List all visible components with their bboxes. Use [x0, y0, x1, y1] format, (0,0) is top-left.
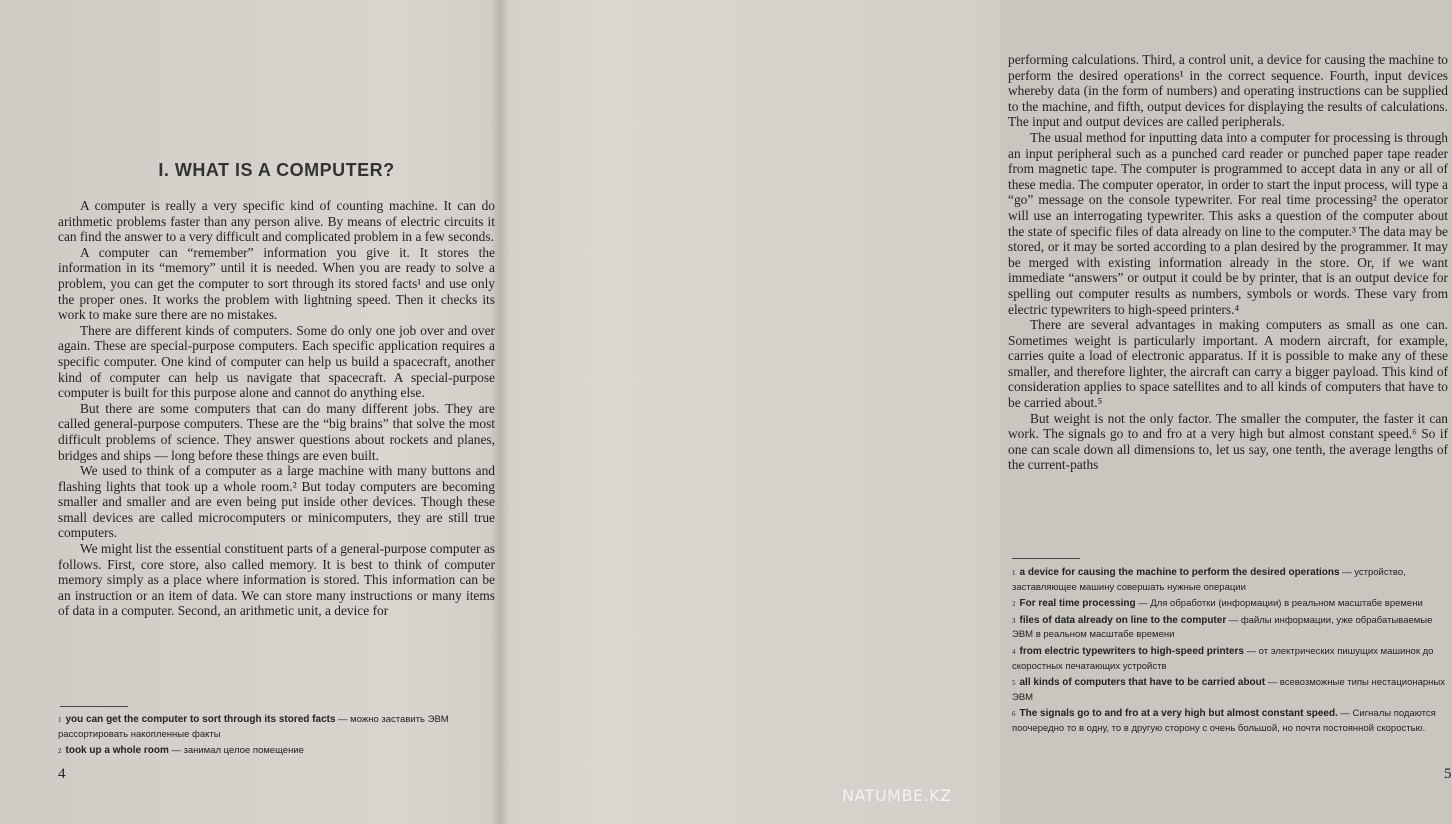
watermark: NATUMBE.KZ	[842, 786, 952, 805]
footnote-divider	[60, 706, 128, 707]
footnote	[58, 713, 498, 742]
footnote	[1012, 614, 1452, 643]
page-number: 5	[1444, 766, 1452, 782]
footnote-number: 1	[58, 716, 62, 724]
chapter-title: I. WHAT IS A COMPUTER?	[158, 160, 395, 180]
paragraph: But there are some computers that can do many different jobs. They are called general-purpose computers. These are the “big brains” that solve the most difficult problems of science. They answer questions about rockets and planes, bridges and ships — long before these things are even built.	[58, 400, 495, 463]
footnote-number: 2	[1012, 600, 1016, 609]
paragraph: A computer can “remember” information you give it. It stores the information in its “memory” until it is needed. When you are ready to solve a problem, you can get the computer to sort through its stored facts¹ and use only the proper ones. It works the problem with lightning speed. Then it checks its work to make sure there are no mistakes.	[58, 244, 495, 323]
footnote-phrase: files of data already on line to the computer	[1019, 614, 1227, 626]
footnote	[1012, 597, 1452, 612]
right-body-text	[1008, 52, 1448, 473]
right-footnotes	[1012, 566, 1452, 739]
right-page	[500, 0, 1452, 824]
footnote-divider	[1012, 558, 1080, 559]
footnote-phrase: from electric typewriters to high-speed printers	[1019, 645, 1244, 657]
page-number: 4	[58, 766, 66, 782]
footnote-phrase: The signals go to and fro at a very high but almost constant speed.	[1019, 708, 1338, 720]
footnote-phrase: all kinds of computers that have to be carried about	[1019, 677, 1266, 689]
left-footnotes	[58, 713, 498, 761]
footnote	[1012, 676, 1452, 705]
footnote-number: 5	[1012, 679, 1016, 688]
footnote-number: 2	[58, 747, 62, 756]
footnote-number: 4	[1012, 647, 1016, 656]
footnote-translation: — устройство, заставляющее машину совершать нужные операции	[1012, 567, 1406, 593]
paragraph: The usual method for inputting data into a computer for processing is through an input peripheral such as a punched card reader or punched paper tape reader from magnetic tape. The computer is programmed to accept data in any or all of these media. The computer operator, in order to start the input process, will type a “go” message on the console typewriter. For real time processing² the operator will use an interrogating typewriter. This asks a question of the computer about the state of specific files of data already on line to the computer.³ The data may be stored, or it may be sorted according to a plan desired by the programmer. It may be merged with existing information already in the store. Or, if we want immediate “answers” or output it could be by printer, that is an output device for spelling out computer results as numbers, symbols or words. These vary from electric typewriters to high-speed printers.⁴	[1008, 129, 1448, 317]
footnote	[1012, 645, 1452, 674]
footnote	[1012, 707, 1452, 736]
footnote-translation: — занимал целое помещение	[171, 745, 304, 757]
paragraph: We might list the essential constituent parts of a general-purpose computer as follows. First, core store, also called memory. It is best to think of computer memory simply as a place where information is stored. This information can be an instruction or an item of data. We can store many instructions or many items of data in a computer. Second, an arithmetic unit, a device for	[58, 541, 495, 619]
footnote-number: 3	[1012, 616, 1016, 625]
footnote-phrase: For real time processing	[1019, 598, 1136, 610]
footnote-number: 6	[1012, 710, 1016, 719]
paragraph: There are different kinds of computers. Some do only one job over and over again. These are special-purpose computers. Each specific application requires a specific computer. One kind of computer can help us build a spacecraft, another kind of computer can help us navigate that spacecraft. A special-purpose computer is built for this purpose alone and cannot do anything else.	[58, 322, 495, 401]
left-body-text	[58, 198, 495, 619]
paragraph: But weight is not the only factor. The smaller the computer, the faster it can work. The signals go to and fro at a very high but almost constant speed.⁶ So if one can scale down all dimensions to, let us say, one tenth, the average lengths of the current-paths	[1008, 410, 1448, 473]
footnote-phrase: a device for causing the machine to perform the desired operations	[1019, 567, 1340, 578]
footnote	[58, 744, 498, 759]
footnote-translation: — от электрических пишущих машинок до скоростных печатающих устройств	[1012, 645, 1434, 672]
footnote-translation: — файлы информации, уже обрабатываемые ЭВМ в реальном масштабе времени	[1012, 614, 1433, 641]
footnote-translation: — Для обработки (информации) в реальном масштабе времени	[1138, 598, 1423, 610]
paragraph: We used to think of a computer as a large machine with many buttons and flashing lights that took up a whole room.² But today computers are becoming smaller and smaller and are even being put inside other devices. Though these small devices are called microcomputers or minicomputers, they are still true computers.	[58, 463, 495, 541]
left-page	[0, 0, 500, 824]
footnote-phrase: took up a whole room	[65, 745, 169, 757]
footnote-phrase: you can get the computer to sort through its stored facts	[65, 714, 336, 725]
footnote-translation: — Сигналы подаются поочередно то в одну, то в другую сторону с очень большой, но почти постоянной скоростью.	[1012, 708, 1436, 734]
paragraph: performing calculations. Third, a control unit, a device for causing the machine to perform the desired operations¹ in the correct sequence. Fourth, input devices whereby data (in the form of numbers) and operating instructions can be supplied to the machine, and fifth, output devices for displaying the results of calculations. The input and output devices are called peripherals.	[1008, 52, 1448, 130]
footnote-translation: — всевозможные типы нестационарных ЭВМ	[1012, 677, 1446, 703]
paragraph: A computer is really a very specific kind of counting machine. It can do arithmetic problems faster than any person alive. By means of electric circuits it can find the answer to a very difficult and complicated problem in a few seconds.	[58, 198, 495, 245]
paragraph: There are several advantages in making computers as small as one can. Sometimes weight is particularly important. A modern aircraft, for example, carries quite a load of electronic apparatus. If it is possible to make any of these smaller, and therefore lighter, the aircraft can carry a bigger payload. This kind of consideration applies to space satellites and to all kinds of computers that have to be carried about.⁵	[1008, 317, 1448, 411]
footnote-translation: — можно заставить ЭВМ рассортировать накопленные факты	[58, 714, 449, 740]
footnote-number: 1	[1012, 569, 1016, 577]
footnote	[1012, 566, 1452, 595]
